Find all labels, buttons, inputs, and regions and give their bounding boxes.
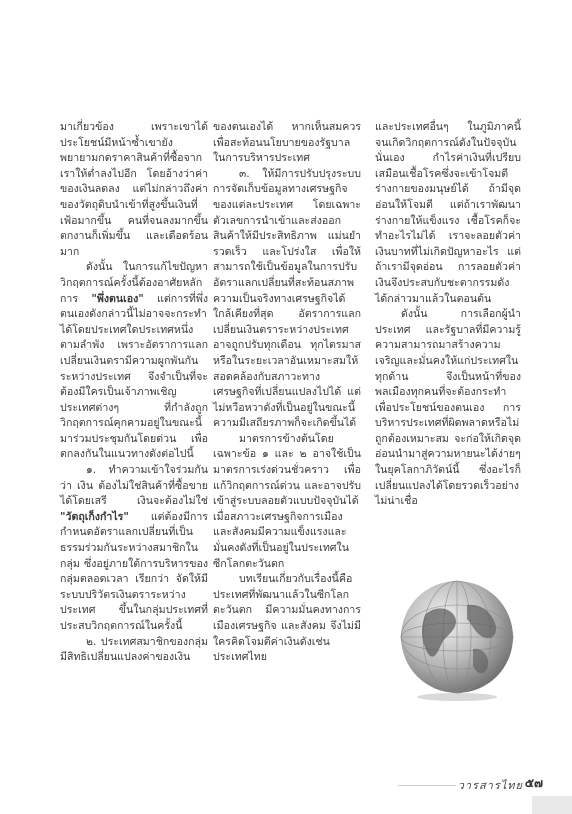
paragraph: และประเทศอื่นๆ ในภูมิภาคนี้ จนเกิดวิกฤตการณ์ดังในปัจจุบันนั่นเอง กำไรค่าเงินที่เปรียบเสมือนเชื้อโรคซึ่งจะเข้าโจมตีร่างกายของมนุษย์ได้ ถ้ามีจุดอ่อนให้โจมตี แต่ถ้าเราพัฒนาร่างกายให้แข็งแรง เชื้อโรคก็จะทำอะไรไม่ได้ เราจะลอยตัวค่าเงินบาทที่ไม่เกิดปัญหาอะไร แต่ถ้าเรามีจุดอ่อน การลอยตัวค่าเงินจึงประสบกับชะตากรรมดังได้กล่าวมาแล้วในตอนต้น bbox=[375, 121, 521, 305]
bold-phrase: "พึ่งตนเอง" bbox=[91, 292, 144, 305]
paragraph: ๒. ประเทศสมาชิกของกลุ่มมีสิทธิเปลี่ยนแปลงค่าของเงิน bbox=[60, 635, 208, 664]
text-column-1 bbox=[60, 120, 208, 666]
paragraph: มาเกี่ยวข้อง เพราะเขาได้ประโยชน์มีหน้าซ้ำเขายังพยายามกดราคาสินค้าที่ซื้อจากเราให้ต่ำลงไปอีก โดยอ้างว่าค่าของเงินลดลง แต่ไม่กล่าวถึงค่าของวัตถุดิบนำเข้าที่สูงขึ้นเงินที่เฟ้อมากขึ้น คนที่จนลงมากขึ้นตกงานก็เพิ่มขึ้น และเดือดร้อนมาก bbox=[60, 121, 208, 258]
paragraph bbox=[60, 463, 208, 635]
page-corner-tab bbox=[532, 796, 572, 814]
page-footer bbox=[398, 774, 543, 794]
magazine-title: วารสารไทย bbox=[456, 776, 525, 794]
text-run: แต่การที่พึ่งตนเองดังกล่าวนี้ไม่อาจจะกระทำได้โดยประเทศใดประเทศหนึ่งตามลำพัง เพราะอัตราการแลกเปลี่ยนเงินตรามีความผูกพันกันระหว่างประเทศ จึงจำเป็นที่จะต้องมีใครเป็นเจ้าภาพเชิญประเทศต่างๆ ที่กำลังถูกวิกฤตการณ์คุกคามอยู่ในขณะนี้มาร่วมประชุมกันโดยด่วน เพื่อตกลงกันในแนวทางดังต่อไปนี้ bbox=[60, 292, 208, 461]
paragraph: บทเรียนเกี่ยวกับเรื่องนี้คือประเทศที่พัฒนาแล้วในซีกโลกตะวันตก มีความมั่นคงทางการเมืองเศรษฐกิจ และสังคม จึงไม่มีใครคิดโจมตีค่าเงินดังเช่นประเทศไทย bbox=[213, 573, 361, 664]
paragraph: ของตนเองได้ หากเห็นสมควรเพื่อสะท้อนนโยบายของรัฐบาลในการบริหารประเทศ bbox=[213, 121, 361, 165]
text-run: ๑. ทำความเข้าใจร่วมกันว่า เงิน ต้องไม่ใช่สินค้าที่ซื้อขายได้โดยเสรี เงินจะต้องไม่ใช่ bbox=[60, 464, 208, 508]
text-run: แต่ต้องมีการกำหนดอัตราแลกเปลี่ยนที่เป็นธรรมร่วมกันระหว่างสมาชิกในกลุ่ม ซึ่งอยู่ภายใต้การบริหารของกลุ่มตลอดเวลา เรียกว่า จัดให้มีระบบปริวัตรเงินตราระหว่างประเทศ ขึ้นในกลุ่มประเทศที่ประสบวิกฤตการณ์ในครั้งนี้ bbox=[60, 510, 208, 632]
paragraph bbox=[60, 260, 208, 463]
bold-phrase: "วัตถุเก็งกำไร" bbox=[60, 510, 129, 523]
text-column-3 bbox=[375, 120, 521, 510]
paragraph: ดังนั้น การเลือกผู้นำประเทศ และรัฐบาลที่มีความรู้ความสามารถมาสร้างความเจริญและมั่นคงให้แก่ประเทศในทุกด้าน จึงเป็นหน้าที่ของพลเมืองทุกคนที่จะต้องกระทำเพื่อประโยชน์ของตนเอง การบริหารประเทศที่ผิดพลาดหรือไม่ถูกต้องเหมาะสม จะก่อให้เกิดจุดอ่อนนำมาสู่ความหายนะได้ง่ายๆ ในยุคโลกาภิวัตน์นี้ ซึ่งอะไรก็เปลี่ยนแปลงได้โดยรวดเร็วอย่างไม่น่าเชื่อ bbox=[375, 308, 521, 508]
page-number: ๕๗ bbox=[524, 776, 543, 790]
paragraph: ๓. ให้มีการปรับปรุงระบบการจัดเก็บข้อมูลทางเศรษฐกิจของแต่ละประเทศ โดยเฉพาะตัวเลขการนำเข้าและส่งออกสินค้าให้มีประสิทธิภาพ แม่นยำ รวดเร็ว และโปร่งใส เพื่อให้สามารถใช้เป็นข้อมูลในการปรับอัตราแลกเปลี่ยนที่สะท้อนสภาพความเป็นจริงทางเศรษฐกิจได้ใกล้เคียงที่สุด อัตราการแลกเปลี่ยนเงินตราระหว่างประเทศอาจถูกปรับทุกเดือน ทุกไตรมาส หรือในระยะเวลาอันเหมาะสมให้สอดคล้องกับสภาวะทางเศรษฐกิจที่เปลี่ยนแปลงไปได้ แต่ไม่หวือหวาดังที่เป็นอยู่ในขณะนี้ ความมีเสถียรภาพก็จะเกิดขึ้นได้ bbox=[213, 167, 361, 430]
text-run: ดังนั้น ในการแก้ไขปัญหาวิกฤตการณ์ครั้งนี้ต้องอาศัยหลักการ bbox=[60, 261, 208, 305]
paragraph: มาตรการข้างต้นโดยเฉพาะข้อ ๑ และ ๒ อาจใช้เป็นมาตรการเร่งด่วนชั่วคราว เพื่อแก้วิกฤตการณ์ด่วน และอาจปรับเข้าสู่ระบบลอยตัวแบบปัจจุบันได้เมื่อสภาวะเศรษฐกิจการเมือง และสังคมมีความแข็งแรงและมั่นคงดังที่เป็นอยู่ในประเทศในซีกโลกตะวันตก bbox=[213, 432, 361, 570]
text-column-2 bbox=[213, 120, 361, 666]
globe-illustration bbox=[395, 575, 520, 703]
